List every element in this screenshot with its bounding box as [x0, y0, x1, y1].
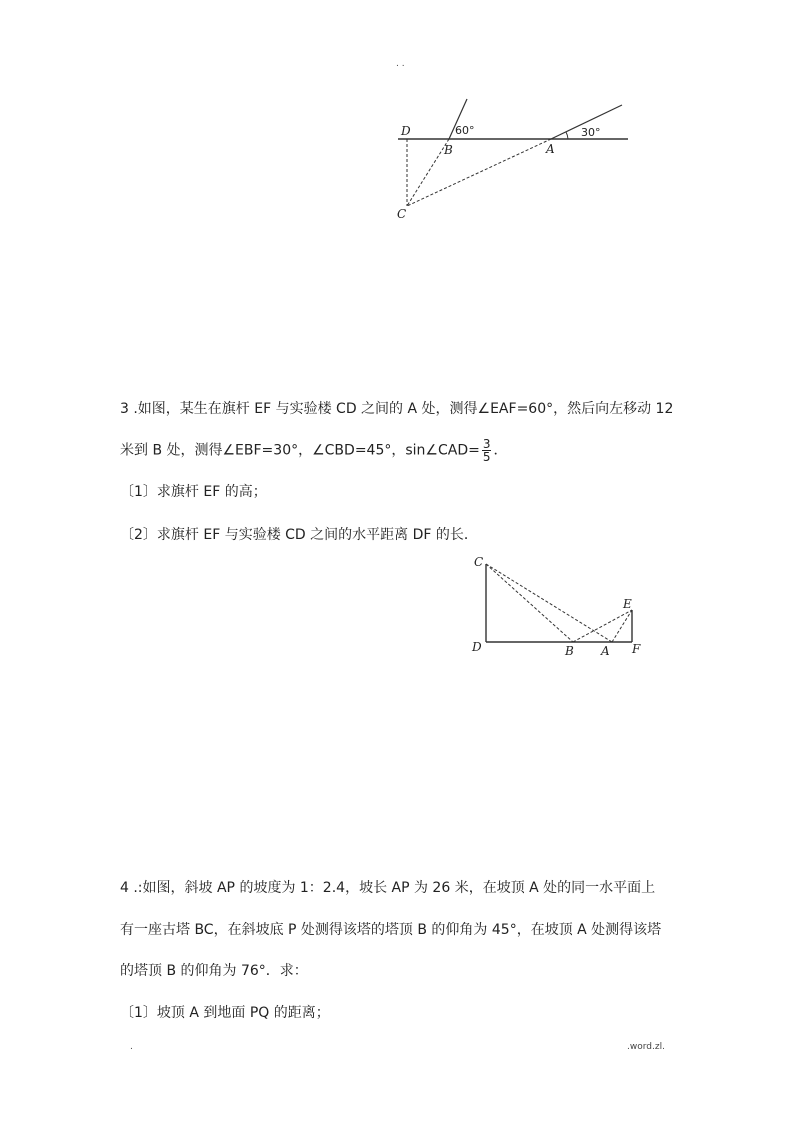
- label-c: C: [474, 555, 484, 569]
- problem-3-question-2: 〔2〕求旗杆 EF 与实验楼 CD 之间的水平距离 DF 的长．: [120, 527, 478, 543]
- label-a: A: [601, 644, 610, 658]
- problem-3-question-1: 〔1〕求旗杆 EF 的高；: [120, 484, 267, 500]
- dashed-ae: [612, 610, 632, 642]
- angle-label-60: 60°: [455, 124, 475, 137]
- figure-1-diagram: [380, 90, 640, 230]
- problem-3-line-2-text: 米到 B 处，测得∠EBF=30°，∠CBD=45°，sin∠CAD=: [120, 442, 480, 459]
- dashed-cb: [486, 564, 573, 642]
- label-d: D: [401, 124, 411, 138]
- label-f: F: [632, 642, 641, 656]
- problem-4-line-3: 的塔顶 B 的仰角为 76°．求：: [120, 963, 308, 979]
- angle-arc-a: [566, 132, 568, 139]
- problem-4-question-1: 〔1〕坡顶 A 到地面 PQ 的距离；: [120, 1005, 330, 1021]
- fraction-3-5: [482, 438, 492, 463]
- problem-3-line-1: 3 .如图，某生在旗杆 EF 与实验楼 CD 之间的 A 处，测得∠EAF=60°，然后向左移动 12: [120, 401, 674, 417]
- header-dots: . .: [396, 59, 405, 69]
- label-b: B: [565, 644, 574, 658]
- label-e: E: [623, 597, 632, 611]
- figure-2-diagram: [466, 550, 656, 662]
- label-c: C: [397, 207, 407, 221]
- dashed-ca: [486, 564, 612, 642]
- label-b: B: [444, 143, 453, 157]
- angle-label-30: 30°: [581, 126, 601, 139]
- fraction-denominator: 5: [482, 450, 491, 464]
- footer-right: .word.zl.: [627, 1042, 665, 1052]
- footer-left: .: [130, 1042, 133, 1052]
- dashed-be: [573, 610, 632, 642]
- fraction-numerator: 3: [482, 437, 491, 451]
- problem-4-line-2: 有一座古塔 BC，在斜坡底 P 处测得该塔的塔顶 B 的仰角为 45°，在坡顶 A 处测得该塔: [120, 922, 662, 938]
- dashed-ac: [407, 139, 551, 206]
- label-d: D: [472, 640, 482, 654]
- label-a: A: [546, 142, 555, 156]
- problem-3-line-2: [120, 438, 507, 463]
- problem-3-line-2-end: ．: [493, 442, 508, 459]
- problem-4-line-1: 4 .:如图，斜坡 AP 的坡度为 1：2.4，坡长 AP 为 26 米，在坡顶 A 处的同一水平面上: [120, 880, 656, 896]
